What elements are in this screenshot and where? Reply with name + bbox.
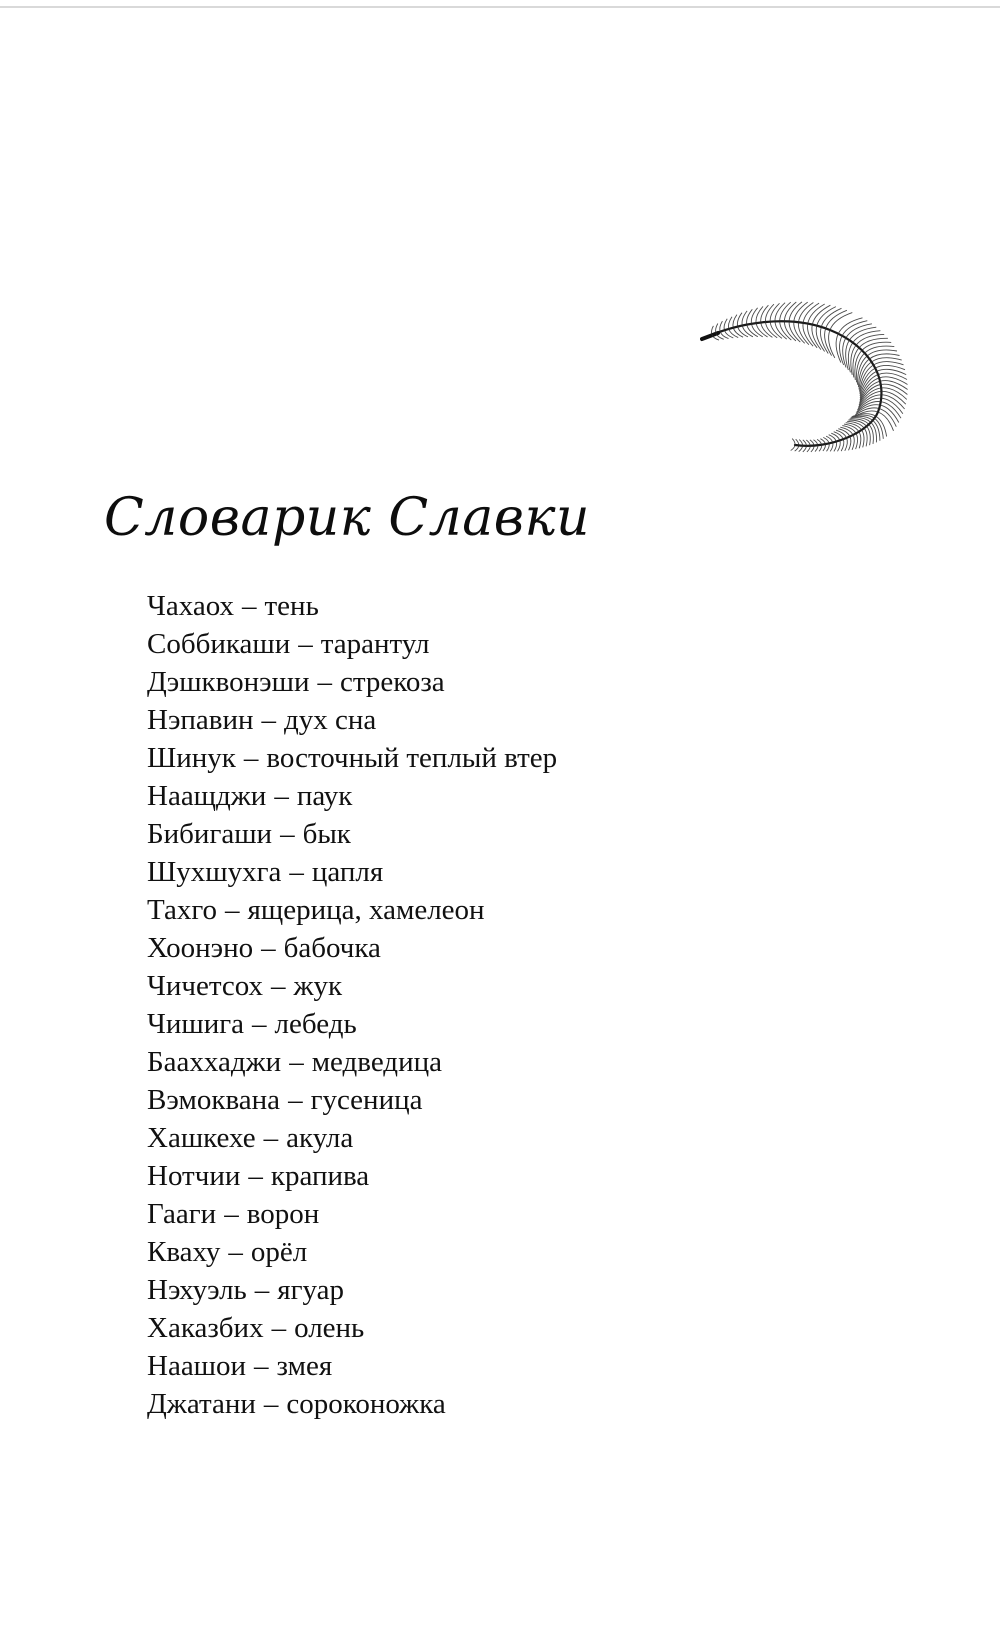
glossary-entry xyxy=(147,625,557,663)
glossary-entry xyxy=(147,1081,557,1119)
glossary-entry xyxy=(147,1043,557,1081)
glossary-entry xyxy=(147,929,557,967)
entry-separator: – xyxy=(298,628,313,660)
entry-term: Чичетсох xyxy=(147,970,263,1002)
glossary-entry xyxy=(147,1385,557,1423)
entry-meaning: восточный теплый втер xyxy=(266,742,558,774)
feather-barb xyxy=(812,305,830,324)
feather-barb xyxy=(880,405,899,422)
feather-barb xyxy=(823,437,829,443)
top-divider xyxy=(0,6,1000,8)
entry-term: Хашкехе xyxy=(147,1122,256,1154)
feather-barb xyxy=(852,435,854,450)
entry-term: Бааххаджи xyxy=(147,1046,282,1078)
entry-separator: – xyxy=(271,970,286,1002)
entry-separator: – xyxy=(242,590,257,622)
entry-meaning: олень xyxy=(294,1312,365,1344)
entry-term: Тахго xyxy=(147,894,218,926)
feather-barb xyxy=(720,332,728,339)
entry-term: Вэмоквана xyxy=(147,1084,281,1116)
feather-barb xyxy=(808,304,825,324)
feather-barb xyxy=(864,428,867,446)
entry-meaning: медведица xyxy=(311,1046,442,1078)
entry-separator: – xyxy=(263,1122,279,1154)
entry-term: Джатани xyxy=(147,1388,256,1420)
feather-barb xyxy=(829,330,835,358)
entry-term: Чишига xyxy=(147,1008,244,1040)
glossary-entry xyxy=(147,739,557,777)
glossary-entry xyxy=(147,891,557,929)
entry-separator: – xyxy=(263,1388,279,1420)
entry-term: Нэхуэль xyxy=(147,1274,247,1306)
entry-term: Шинук xyxy=(147,742,236,774)
feather-icon xyxy=(700,300,910,460)
entry-meaning: акула xyxy=(286,1122,354,1154)
feather-barb xyxy=(878,412,894,431)
entry-term: Шухшухга xyxy=(147,856,282,888)
entry-separator: – xyxy=(317,666,332,698)
glossary-entry xyxy=(147,1347,557,1385)
feather-barb xyxy=(825,328,832,355)
entry-term: Кваху xyxy=(147,1236,221,1268)
glossary-entry xyxy=(147,1157,557,1195)
feather-barb xyxy=(881,391,905,404)
feather-barb xyxy=(826,310,847,328)
entry-term: Гааги xyxy=(147,1198,217,1230)
feather-barb xyxy=(842,321,867,336)
feather-barb xyxy=(869,424,874,444)
entry-meaning: сороконожка xyxy=(286,1388,446,1420)
entry-separator: – xyxy=(271,1312,287,1344)
glossary-entry xyxy=(147,1233,557,1271)
entry-meaning: лебедь xyxy=(274,1008,357,1040)
entry-separator: – xyxy=(280,818,295,850)
entry-separator: – xyxy=(261,704,277,736)
entry-meaning: паук xyxy=(296,780,353,812)
feather-barb xyxy=(821,308,841,327)
feather-barb xyxy=(859,432,861,449)
glossary-entry xyxy=(147,1195,557,1233)
entry-term: Бибигаши xyxy=(147,818,273,850)
entry-separator: – xyxy=(251,1008,267,1040)
entry-meaning: ящерица, хамелеон xyxy=(247,894,485,926)
entry-separator: – xyxy=(243,742,259,774)
feather-barb xyxy=(878,373,907,379)
entry-meaning: бык xyxy=(302,818,351,850)
feather-barb xyxy=(846,324,872,338)
entry-meaning: орёл xyxy=(250,1236,308,1268)
feather-barb xyxy=(849,437,851,451)
feather-barb xyxy=(792,439,795,445)
entry-meaning: крапива xyxy=(270,1160,370,1192)
entry-term: Наашои xyxy=(147,1350,247,1382)
entry-meaning: жук xyxy=(293,970,343,1002)
glossary-entry xyxy=(147,777,557,815)
feather-barb xyxy=(838,318,862,334)
feather-barb xyxy=(836,334,841,363)
entry-separator: – xyxy=(225,894,240,926)
feather-barb xyxy=(874,362,904,365)
glossary-entry xyxy=(147,587,557,625)
feather-barb xyxy=(820,327,828,354)
feather-barb xyxy=(856,433,858,449)
entry-meaning: тень xyxy=(264,590,319,622)
glossary-list xyxy=(147,587,557,1423)
page-title: Словарик Славки xyxy=(104,488,591,548)
glossary-entry xyxy=(147,1309,557,1347)
feather-barb xyxy=(881,384,908,394)
entry-term: Нэпавин xyxy=(147,704,254,736)
feather-barb xyxy=(799,303,814,323)
entry-meaning: дух сна xyxy=(284,704,377,736)
entry-separator: – xyxy=(289,1046,304,1078)
entry-term: Соббикаши xyxy=(147,628,291,660)
entry-meaning: бабочка xyxy=(283,932,381,964)
glossary-entry xyxy=(147,1271,557,1309)
entry-meaning: цапля xyxy=(311,856,384,888)
entry-meaning: тарантул xyxy=(320,628,430,660)
glossary-entry xyxy=(147,967,557,1005)
entry-term: Дэшквонэши xyxy=(147,666,310,698)
feather-barb xyxy=(791,445,795,451)
entry-meaning: ягуар xyxy=(277,1274,345,1306)
feather-barb xyxy=(803,303,819,323)
feather-barb xyxy=(867,350,897,356)
glossary-entry xyxy=(147,663,557,701)
glossary-entry xyxy=(147,815,557,853)
feather-barb xyxy=(879,409,896,427)
entry-meaning: ворон xyxy=(246,1198,320,1230)
feather-barb xyxy=(874,418,883,439)
feather-barb xyxy=(737,313,742,327)
entry-term: Нотчии xyxy=(147,1160,241,1192)
feather-barb xyxy=(789,302,802,322)
feather-barb xyxy=(862,430,864,447)
entry-separator: – xyxy=(289,856,304,888)
entry-meaning: стрекоза xyxy=(339,666,445,698)
entry-separator: – xyxy=(248,1160,263,1192)
glossary-entry xyxy=(147,1005,557,1043)
feather-barb xyxy=(865,346,895,353)
entry-meaning: змея xyxy=(276,1350,333,1382)
feather-barb xyxy=(853,331,881,343)
glossary-entry xyxy=(147,1119,557,1157)
entry-term: Хаказбих xyxy=(147,1312,264,1344)
entry-separator: – xyxy=(288,1084,303,1116)
feather-barb xyxy=(848,343,852,373)
feather-barb xyxy=(794,302,808,322)
feather-barb xyxy=(830,313,852,330)
entry-meaning: гусеница xyxy=(310,1084,423,1116)
entry-term: Хоонэно xyxy=(147,932,254,964)
entry-separator: – xyxy=(261,932,276,964)
glossary-entry xyxy=(147,853,557,891)
entry-separator: – xyxy=(224,1198,239,1230)
feather-barb xyxy=(845,438,848,451)
entry-term: Наащджи xyxy=(147,780,267,812)
entry-separator: – xyxy=(254,1274,270,1306)
feather-barb xyxy=(817,307,836,326)
entry-separator: – xyxy=(254,1350,269,1382)
entry-separator: – xyxy=(274,780,289,812)
feather-barb xyxy=(881,388,907,400)
feather-barb xyxy=(849,327,876,340)
feather-barb xyxy=(826,436,833,442)
entry-term: Чахаох xyxy=(147,590,234,622)
glossary-entry xyxy=(147,701,557,739)
entry-separator: – xyxy=(228,1236,243,1268)
